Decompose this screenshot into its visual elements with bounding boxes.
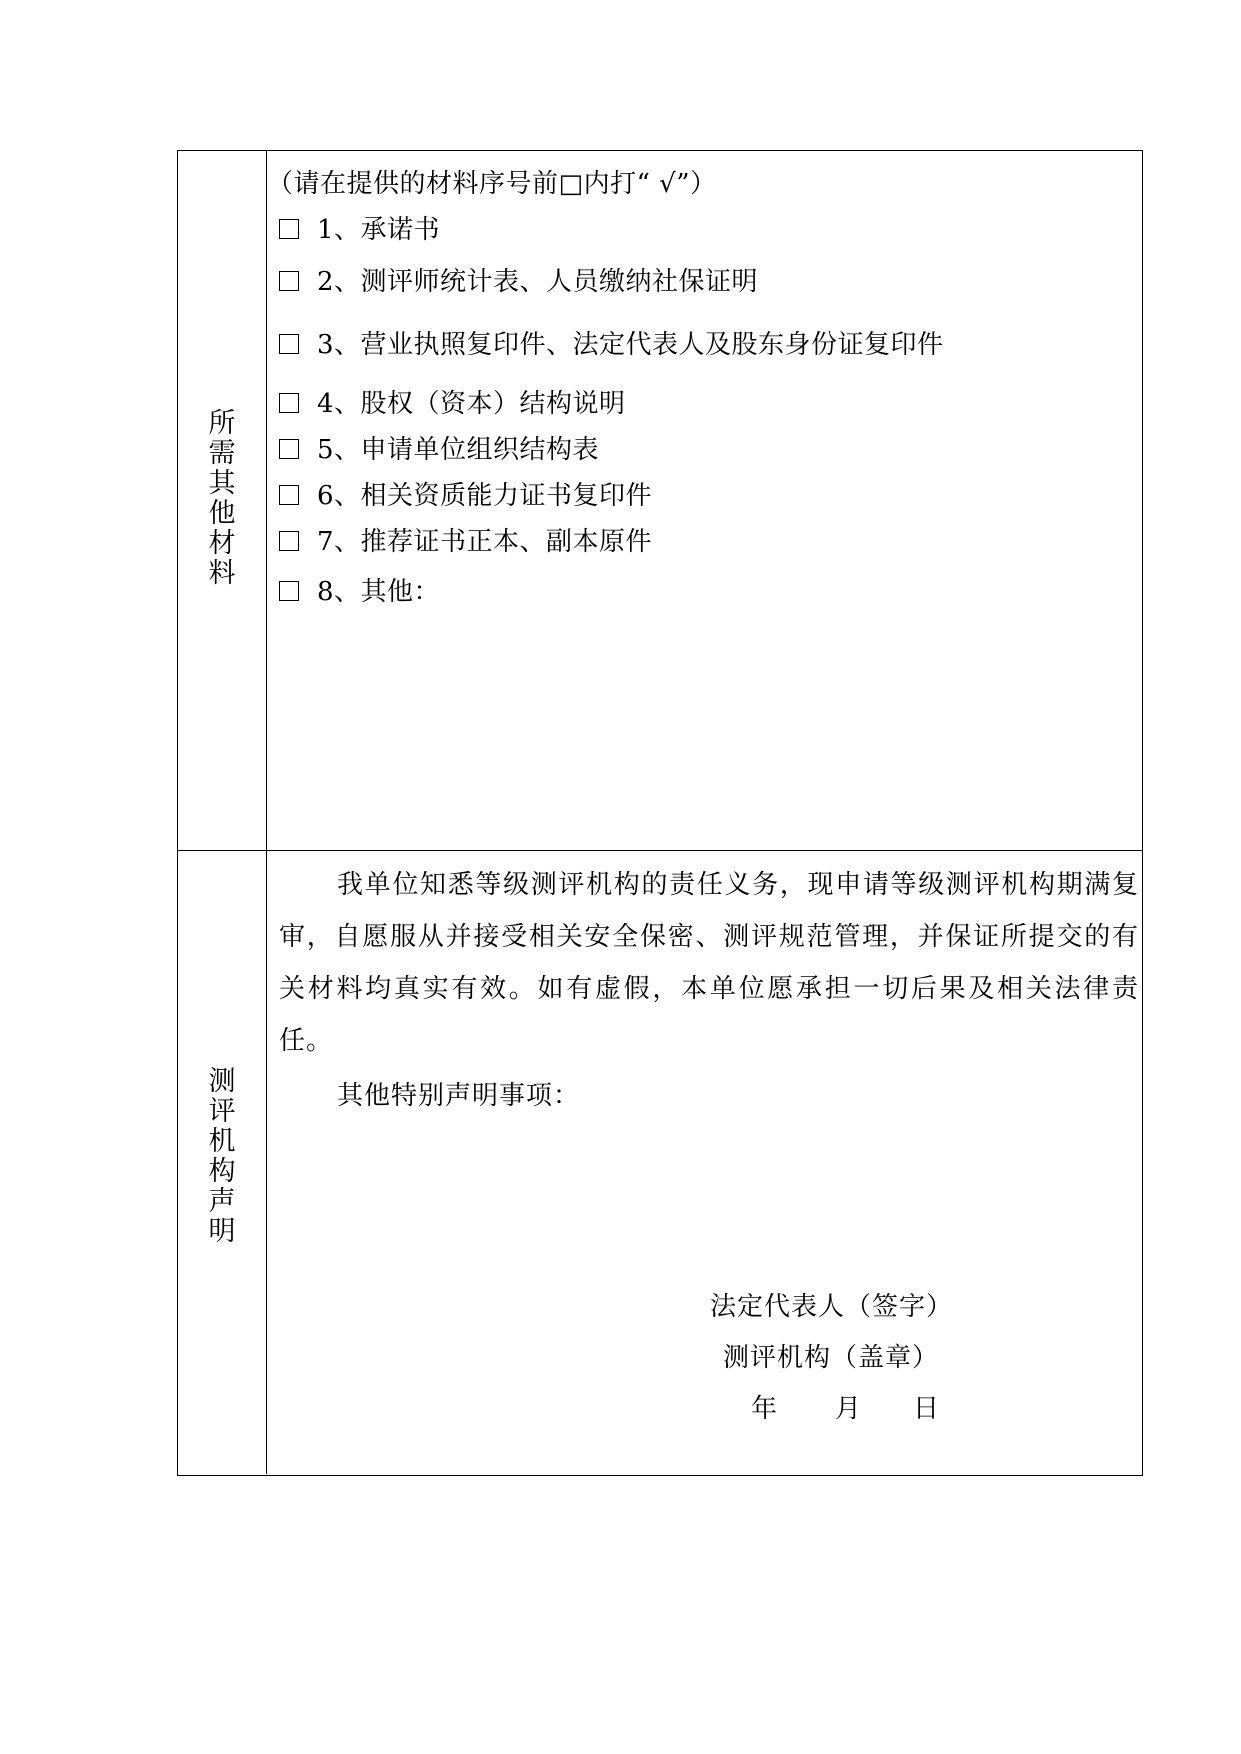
materials-label-char: 所 [208,408,236,439]
material-item-label: 7、推荐证书正本、副本原件 [317,527,653,557]
material-item-label: 8、其他： [317,577,441,607]
materials-label-char: 材 [208,528,236,559]
declaration-label-char: 声 [208,1186,236,1217]
declaration-row [178,851,1142,1474]
material-item-6 [279,475,652,512]
declaration-label-char: 评 [208,1096,236,1127]
material-item-3 [279,324,944,361]
material-item-1 [279,209,440,246]
declaration-label-char: 测 [208,1066,236,1097]
declaration-paragraph: 我单位知悉等级测评机构的责任义务，现申请等级测评机构期满复审，自愿服从并接受相关安全保密、测评规范管理，并保证所提交的有关材料均真实有效。如有虚假，本单位愿承担一切后果及相关法律责任。 [279,870,1139,1056]
material-item-8 [279,571,440,608]
material-checkbox-7[interactable] [279,531,299,551]
application-form-table [177,150,1143,1476]
material-item-label: 5、申请单位组织结构表 [317,435,600,465]
material-item-label: 3、营业执照复印件、法定代表人及股东身份证复印件 [317,330,944,360]
material-item-label: 4、股权（资本）结构说明 [317,389,626,419]
legal-representative-signature: 法定代表人（签字） [710,1292,954,1322]
materials-label-char: 他 [208,498,236,529]
declaration-content-cell [267,851,1142,1474]
material-item-label: 6、相关资质能力证书复印件 [317,481,653,511]
materials-row [178,151,1142,851]
material-checkbox-3[interactable] [279,334,299,354]
other-statement-label: 其他特别声明事项： [337,1081,581,1111]
organization-seal: 测评机构（盖章） [723,1343,940,1373]
declaration-label-char: 机 [208,1126,236,1157]
declaration-label-cell [178,851,267,1474]
materials-label-char: 料 [208,558,236,589]
declaration-label-char: 明 [208,1216,236,1247]
material-item-4 [279,383,626,420]
date-year: 年 [751,1394,778,1424]
declaration-label-char: 构 [208,1156,236,1187]
material-checkbox-4[interactable] [279,393,299,413]
material-checkbox-1[interactable] [279,219,299,239]
date-month: 月 [835,1394,862,1424]
materials-label [178,409,266,589]
material-item-label: 1、承诺书 [317,215,441,245]
material-item-5 [279,429,599,466]
material-item-2 [279,261,758,298]
material-checkbox-6[interactable] [279,485,299,505]
material-checkbox-5[interactable] [279,439,299,459]
material-item-label: 2、测评师统计表、人员缴纳社保证明 [317,267,759,297]
material-checkbox-8[interactable] [279,581,299,601]
materials-instruction: （请在提供的材料序号前□内打“ √”） [267,169,717,199]
material-checkbox-2[interactable] [279,271,299,291]
materials-content-cell [267,151,1142,850]
date-day: 日 [913,1394,940,1424]
materials-label-cell [178,151,267,850]
material-item-7 [279,521,652,558]
materials-label-char: 其 [208,468,236,499]
declaration-label [178,1067,266,1247]
materials-label-char: 需 [208,438,236,469]
